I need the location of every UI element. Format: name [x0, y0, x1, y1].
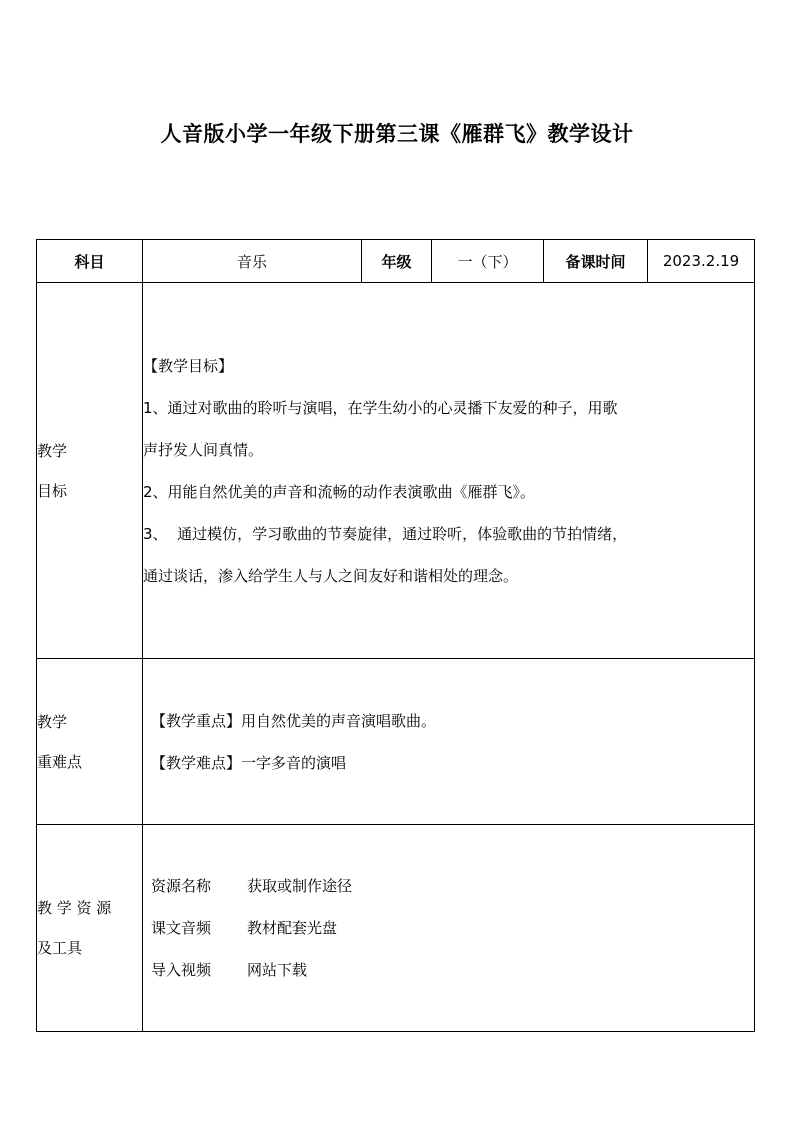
resource-row — [151, 949, 754, 991]
teaching-key-point: 【教学重点】用自然优美的声音演唱歌曲。 — [151, 711, 437, 730]
key-points-content — [143, 659, 755, 825]
objective-item-3-line-1: 3、 通过模仿，学习歌曲的节奏旋律，通过聆听，体验歌曲的节拍情绪， — [143, 524, 628, 543]
objectives-label-line2: 目标 — [37, 481, 68, 500]
prep-time-label: 备课时间 — [544, 240, 648, 283]
resource-source: 网站下载 — [247, 961, 308, 979]
objective-item-1-line-1: 1、通过对歌曲的聆听与演唱，在学生幼小的心灵播下友爱的种子，用歌 — [143, 398, 618, 417]
objectives-label — [37, 283, 143, 659]
objective-item-1-line-2: 声抒发人间真情。 — [143, 440, 264, 459]
resources-header-row — [151, 865, 754, 907]
resource-name: 课文音频 — [151, 919, 212, 937]
resources-row — [37, 825, 755, 1032]
teaching-difficulty: 【教学难点】一字多音的演唱 — [151, 753, 347, 772]
subject-label: 科目 — [37, 240, 143, 283]
grade-label: 年级 — [362, 240, 432, 283]
header-row — [37, 240, 755, 283]
resource-source: 教材配套光盘 — [247, 919, 338, 937]
key-points-label-line1: 教学 — [37, 712, 68, 731]
key-points-label — [37, 659, 143, 825]
lesson-plan-table — [36, 239, 755, 1032]
resource-row — [151, 907, 754, 949]
grade-value: 一（下） — [432, 240, 544, 283]
key-points-label-line2: 重难点 — [37, 752, 83, 771]
prep-time-value: 2023.2.19 — [648, 240, 755, 283]
subject-value: 音乐 — [143, 240, 362, 283]
objective-item-3-line-2: 通过谈话，渗入给学生人与人之间友好和谐相处的理念。 — [143, 566, 519, 585]
key-points-row — [37, 659, 755, 825]
resource-name-header: 资源名称 — [151, 877, 212, 895]
resources-content — [143, 825, 755, 1032]
objective-item-2: 2、用能自然优美的声音和流畅的动作表演歌曲《雁群飞》。 — [143, 482, 536, 501]
objectives-row — [37, 283, 755, 659]
resource-name: 导入视频 — [151, 961, 212, 979]
objectives-content — [143, 283, 755, 659]
objectives-heading: 【教学目标】 — [143, 356, 234, 375]
document-title: 人音版小学一年级下册第三课《雁群飞》教学设计 — [160, 121, 634, 146]
resources-label-line1: 教 学 资 源 — [37, 899, 112, 917]
resources-label-line2: 及工具 — [37, 939, 83, 957]
objectives-label-line1: 教学 — [37, 441, 68, 460]
resource-source-header: 获取或制作途径 — [247, 877, 353, 895]
resources-label — [37, 825, 143, 1032]
